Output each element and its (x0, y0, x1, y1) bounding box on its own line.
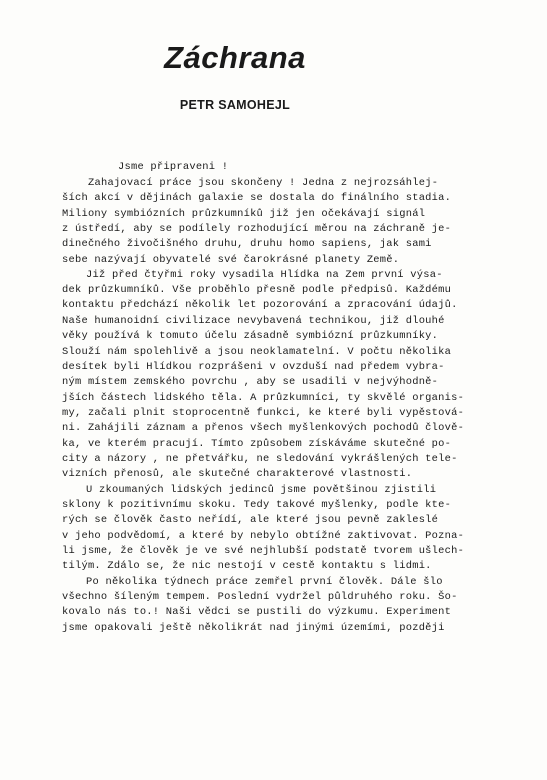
text-line: Jsme připraveni ! (118, 161, 229, 173)
text-line: city a názory , ne přetvářku, ne sledování vykrášlených tele- (62, 453, 458, 465)
text-line: jších částech lidského těla. A průzkumníci, ty skvělé organis- (62, 392, 465, 404)
text-line: tilým. Zdálo se, že nic nestojí v cestě kontaktu s lidmi. (62, 560, 432, 572)
text-line: Po několika týdnech práce zemřel první člověk. Dále šlo (86, 576, 443, 588)
text-line: Zahajovací práce jsou skončeny ! Jedna z nejrozsáhlej- (88, 177, 439, 189)
text-line: jsme opakovali ještě několikrát nad jinými územími, později (62, 622, 445, 634)
text-line: ným místem zemského povrchu , aby se usadili v nejvýhodně- (62, 376, 439, 388)
text-line: sebe nazývají obyvatelé své čarokrásné planety Země. (62, 254, 400, 266)
text-line: dinečného živočišného druhu, druhu homo sapiens, jak sami (62, 238, 432, 250)
text-line: kontaktu předchází několik let pozorování a zpracování údajů. (62, 299, 458, 311)
story-title: Záchrana (164, 40, 306, 75)
text-line: Naše humanoidní civilizace nevybavená technikou, již dlouhé (62, 315, 445, 327)
author-name: PETR SAMOHEJL (179, 98, 291, 112)
text-line: my, začali plnit stoprocentně funkci, ke které byli vypěstová- (62, 407, 465, 419)
text-line: ni. Zahájili záznam a přenos všech myšlenkových pochodů člově- (62, 422, 465, 434)
text-line: desítek byli Hlídkou rozprášeni v ovzduší nad předem vybra- (62, 361, 445, 373)
text-line: Miliony symbiózních průzkumníků již jen očekávají signál (62, 208, 426, 220)
text-line: Již před čtyřmi roky vysadila Hlídka na Zem první výsa- (86, 269, 443, 281)
text-line: Slouží nám spolehlivě a jsou neoklamatelní. V počtu několika (62, 346, 452, 358)
text-line: kovalo nás to.! Naši vědci se pustili do výzkumu. Experiment (62, 606, 452, 618)
text-line: U zkoumaných lidských jedinců jsme povětšinou zjistili (86, 484, 437, 496)
text-line: ka, ve kterém pracují. Tímto způsobem získáváme skutečné po- (62, 438, 452, 450)
text-line: vizních přenosů, ale skutečné charakterové vlastnosti. (62, 468, 413, 480)
text-line: dek průzkumníků. Vše proběhlo přesně podle předpisů. Každému (62, 284, 452, 296)
text-line: sklony k pozitivnímu skoku. Tedy takové myšlenky, podle kte- (62, 499, 452, 511)
text-line: rých se člověk často neřídí, ale které jsou pevně zakleslé (62, 514, 439, 526)
text-line: ších akcí v dějinách galaxie se dostala do finálního stadia. (62, 192, 452, 204)
text-line: všechno šíleným tempem. Poslední vydržel půldruhého roku. Šo- (62, 591, 458, 603)
text-line: li jsme, že člověk je ve své nejhlubší podstatě tvorem ušlech- (62, 545, 465, 557)
text-line: věky používá k tomuto účelu zásadně symbiózní průzkumníky. (62, 330, 439, 342)
text-line: v jeho podvědomí, a které by nebylo obtížné zaktivovat. Pozna- (62, 530, 465, 542)
text-line: z ústředí, aby se podílely rozhodující měrou na záchraně je- (62, 223, 452, 235)
